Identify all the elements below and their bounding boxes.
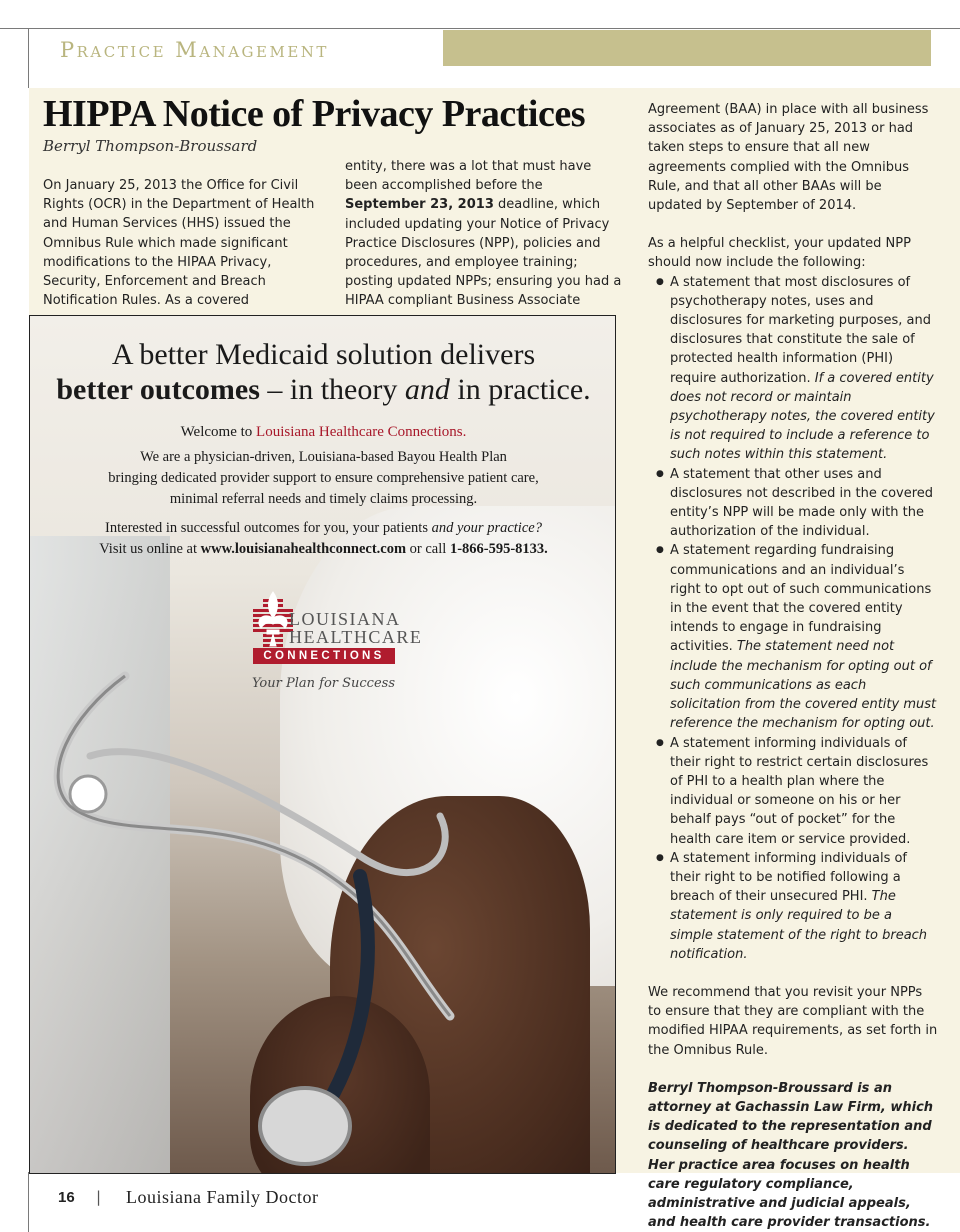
checklist-item: ● A statement informing individuals of their right to be notified following a breach of their unsecured PHI. The statement is only required to be a simple statement of the right to breach notification.	[648, 849, 938, 964]
footer-separator: |	[96, 1188, 102, 1206]
article-title: HIPPA Notice of Privacy Practices	[43, 93, 586, 135]
top-rule	[0, 28, 960, 29]
checklist-intro: As a helpful checklist, your updated NPP should now include the following:	[648, 236, 911, 271]
ad-headline-1: A better Medicaid solution delivers	[111, 338, 536, 371]
checklist-item: ● A statement that other uses and disclosures not described in the covered entity’s NPP will be made only with the authorization of the individual.	[648, 465, 938, 542]
author-bio: Berryl Thompson-Broussard is an attorney at Gachassin Law Firm, which is dedicated to the representation and counseling of healthcare providers. Her practice area focuses on health care regulatory compliance, administrative and judicial appeals, and health care provider transactions.	[648, 1080, 934, 1231]
advertisement	[29, 315, 616, 1174]
deadline-text-b: deadline, which included updating your Notice of Privacy Practice Disclosures (NPP), policies and procedures, and employee training; posting updated NPPs; ensuring you had a HIPAA compliant Business Associate	[345, 197, 622, 309]
ad-description: We are a physician-driven, Louisiana-based Bayou Health Plan bringing dedicated provider support to ensure comprehensive patient care, minimal referral needs and timely claims processing.	[108, 449, 539, 507]
page-number: 16	[58, 1189, 75, 1206]
deadline-text-a: entity, there was a lot that must have been accomplished before the	[345, 159, 592, 194]
stethoscope-chestpiece	[260, 1088, 350, 1164]
left-rule	[28, 28, 29, 88]
publication-name: Louisiana Family Doctor	[126, 1187, 319, 1207]
ad-tagline: Your Plan for Success	[251, 676, 396, 691]
checklist-item: ● A statement that most disclosures of psychotherapy notes, uses and disclosures for marketing purposes, and disclosures that constitute the sale of protected health information (PHI) require authorization. If a covered entity does not record or maintain psychotherapy notes, the covered entity is not required to include a reference to such notes within this statement.	[648, 273, 938, 465]
article-author: Berryl Thompson-Broussard	[43, 137, 258, 155]
header-accent-bar	[443, 30, 931, 66]
checklist-item: ● A statement informing individuals of their right to restrict certain disclosures of PHI to a health plan where the individual or someone on his or her behalf pays “out of pocket” for the health care item or service provided.	[648, 734, 938, 849]
article-column-1	[43, 176, 325, 310]
ad-phone: 1-866-595-8133.	[449, 541, 548, 557]
npp-checklist	[648, 273, 938, 964]
intro-paragraph: On January 25, 2013 the Office for Civil Rights (OCR) in the Department of Health and Human Services (HHS) issued the Omnibus Rule which made significant modifications to the HIPAA Privacy, Security, Enforcement and Breach Notification Rules. As a covered	[43, 178, 315, 309]
article-column-3	[648, 100, 938, 1232]
baa-paragraph: Agreement (BAA) in place with all business associates as of January 25, 2013 or had taken steps to ensure that all new agreements complied with the Omnibus Rule, and that all other BAAs will be updated by September of 2014.	[648, 102, 929, 214]
deadline-date: September 23, 2013	[345, 197, 494, 213]
deadline-paragraph	[345, 157, 627, 311]
recommendation-paragraph: We recommend that you revisit your NPPs to ensure that they are compliant with the modified HIPAA requirements, as set forth in the Omnibus Rule.	[648, 984, 938, 1058]
bottom-left-rule	[28, 1172, 29, 1232]
logo-connections-bar: CONNECTIONS	[253, 648, 395, 664]
ad-welcome: Welcome to Louisiana Healthcare Connections.	[180, 424, 467, 440]
section-label: Practice Management	[60, 38, 329, 62]
checklist-item: ● A statement regarding fundraising communications and an individual’s right to opt out of such communications in the event that the covered entity intends to engage in fundraising activities. The statement need not include the mechanism for opting out of such communications as each solicitation from the covered entity must reference the mechanism for opting out.	[648, 541, 938, 733]
ad-headline-2: better outcomes – in theory and in practice.	[56, 373, 591, 406]
article-column-2	[345, 157, 627, 311]
logo-wordmark: LOUISIANA HEALTHCARE	[289, 609, 423, 647]
ad-url-link[interactable]: www.louisianahealthconnect.com	[200, 541, 407, 557]
stethoscope-earpiece	[70, 776, 106, 812]
ad-contact: Interested in successful outcomes for you, your patients and your practice? Visit us online at www.louisianahealthconnect.com or call 1-866-595-8133.	[99, 520, 548, 557]
ad-copy	[30, 338, 616, 560]
